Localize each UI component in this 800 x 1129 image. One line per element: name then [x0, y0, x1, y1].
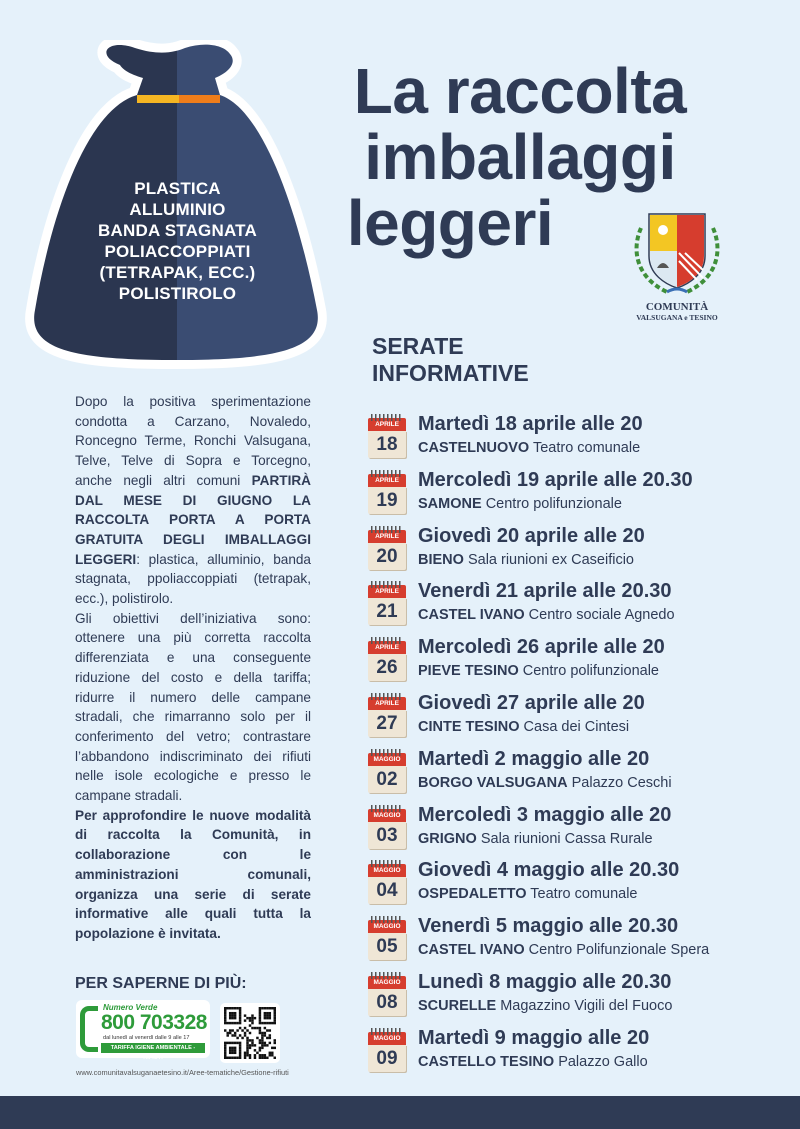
event-item — [368, 579, 788, 635]
event-place: PIEVE TESINO — [418, 663, 519, 680]
event-place: BORGO VALSUGANA — [418, 774, 568, 791]
event-place: OSPEDALETTO — [418, 886, 527, 903]
event-venue: Sala riunioni ex Caseificio — [467, 551, 634, 568]
more-info-title: PER SAPERNE DI PIÙ: — [75, 975, 247, 992]
event-location — [418, 719, 629, 735]
event-venue: Casa dei Cintesi — [523, 718, 630, 735]
calendar-month: APRILE — [368, 418, 406, 431]
logo-name: COMUNITÀ — [645, 301, 709, 313]
calendar-day: 27 — [368, 710, 406, 737]
event-title: Lunedì 8 maggio alle 20.30 — [418, 970, 672, 993]
event-item — [368, 1026, 788, 1082]
body-paragraph-2: Gli obiettivi dell’iniziativa sono: ottenere una più corretta raccolta differenziata e una conseguente riduzione del costo e della tariffa; ridurre il numero delle campane stradali, che rimarranno solo per il conferimento del vetro; contrastare l’abbandono indiscriminato dei rifiuti nelle isole ecologiche e presso le campane stradali. — [75, 610, 311, 804]
material-6: POLISTIROLO — [118, 284, 237, 303]
event-title: Martedì 2 maggio alle 20 — [418, 747, 650, 770]
calendar-day: 21 — [368, 598, 406, 625]
calendar-icon — [368, 860, 406, 904]
website-url[interactable]: www.comunitavalsuganaetesino.it/Aree-tematiche/Gestione-rifiuti — [76, 1068, 289, 1077]
calendar-day: 08 — [368, 989, 406, 1016]
event-venue: Teatro comunale — [532, 440, 641, 456]
material-4: POLIACCOPPIATI — [104, 242, 251, 261]
calendar-month: APRILE — [368, 585, 406, 598]
calendar-rings — [371, 860, 403, 867]
calendar-day: 18 — [368, 431, 406, 458]
event-venue: Centro Polifunzionale Spera — [528, 942, 710, 959]
body-paragraph-3: Per approfondire le nuove modalità di raccolta la Comunità, in collaborazione con le amministrazioni comunali, organizza una serie di serate informative alle quali tutta la popolazione è invitata. — [75, 807, 311, 941]
event-item — [368, 524, 788, 580]
event-title: Venerdì 21 aprile alle 20.30 — [418, 580, 672, 603]
event-title: Mercoledì 26 aprile alle 20 — [418, 636, 665, 659]
body-paragraph-1 — [75, 392, 311, 609]
title-line-2: imballaggi — [364, 121, 676, 193]
event-title: Venerdì 5 maggio alle 20.30 — [418, 915, 679, 938]
event-title: Martedì 18 aprile alle 20 — [418, 413, 643, 435]
numero-verde-band: TARIFFA IGIENE AMBIENTALE - RIFIUTI — [101, 1043, 205, 1053]
event-location — [418, 886, 637, 902]
calendar-day: 09 — [368, 1045, 406, 1072]
event-title: Mercoledì 19 aprile alle 20.30 — [418, 468, 693, 491]
calendar-rings — [371, 414, 403, 421]
calendar-month: MAGGIO — [368, 753, 406, 766]
title-line-1: La raccolta — [353, 55, 687, 127]
event-location — [418, 831, 653, 847]
calendar-icon — [368, 693, 406, 737]
material-1: PLASTICA — [134, 179, 221, 198]
footer-band — [0, 1096, 800, 1129]
calendar-month: APRILE — [368, 697, 406, 710]
event-venue: Sala riunioni Cassa Rurale — [480, 830, 653, 847]
section-title — [372, 333, 622, 387]
calendar-day: 05 — [368, 933, 406, 960]
calendar-rings — [371, 581, 403, 588]
event-item — [368, 747, 788, 803]
event-place: SAMONE — [418, 495, 482, 512]
calendar-icon — [368, 749, 406, 793]
calendar-month: MAGGIO — [368, 920, 406, 933]
event-item — [368, 858, 788, 914]
event-place: SCURELLE — [418, 997, 497, 1014]
calendar-rings — [371, 526, 403, 533]
calendar-month: MAGGIO — [368, 864, 406, 877]
calendar-day: 20 — [368, 543, 406, 570]
body-p1-bold: PARTIRÀ DAL MESE DI GIUGNO LA RACCOLTA PORTA A PORTA GRATUITA DEGLI IMBALLAGGI LEGGERI — [75, 472, 311, 567]
event-place: CASTELLO TESINO — [418, 1053, 555, 1070]
calendar-day: 03 — [368, 822, 406, 849]
numero-verde-box — [76, 1000, 210, 1061]
qr-code-icon[interactable] — [220, 1003, 280, 1063]
numero-verde-hours: dal lunedì al venerdì dalle 9 alle 17 — [103, 1035, 190, 1041]
calendar-month: APRILE — [368, 530, 406, 543]
event-title: Mercoledì 3 maggio alle 20 — [418, 803, 672, 826]
material-2: ALLUMINIO — [129, 200, 226, 219]
logo — [622, 206, 732, 326]
event-item — [368, 914, 788, 970]
material-3: BANDA STAGNATA — [98, 221, 257, 240]
body-text — [75, 392, 311, 944]
event-venue: Centro sociale Agnedo — [528, 607, 675, 624]
calendar-rings — [371, 470, 403, 477]
calendar-rings — [371, 805, 403, 812]
material-5: (TETRAPAK, ECC.) — [99, 263, 256, 282]
event-location — [418, 552, 634, 568]
event-venue: Palazzo Gallo — [558, 1053, 648, 1070]
event-place: CINTE TESINO — [418, 718, 520, 735]
calendar-icon — [368, 805, 406, 849]
event-location — [418, 607, 675, 623]
calendar-icon — [368, 1028, 406, 1072]
calendar-icon — [368, 916, 406, 960]
calendar-day: 19 — [368, 487, 406, 514]
event-item — [368, 635, 788, 691]
calendar-month: MAGGIO — [368, 976, 406, 989]
calendar-rings — [371, 749, 403, 756]
calendar-icon — [368, 581, 406, 625]
calendar-month: APRILE — [368, 641, 406, 654]
logo-subtitle: VALSUGANA e TESINO — [636, 313, 718, 322]
calendar-day: 04 — [368, 877, 406, 904]
calendar-day: 26 — [368, 654, 406, 681]
event-item — [368, 468, 788, 524]
event-title: Giovedì 4 maggio alle 20.30 — [418, 859, 680, 882]
section-title-line-1: SERATE — [372, 333, 464, 359]
calendar-month: MAGGIO — [368, 1032, 406, 1045]
calendar-month: MAGGIO — [368, 809, 406, 822]
event-place: CASTELNUOVO — [418, 440, 530, 456]
event-venue: Palazzo Ceschi — [571, 774, 672, 791]
event-item — [368, 412, 788, 468]
title-line-3: leggeri — [346, 187, 554, 259]
body-p1-intro: Dopo la positiva sperimentazione condotta a Carzano, Novaledo, Roncegno Terme, Ronchi Valsugana, Telve, Telve di Sopra e Torcegno, anche negli altri comuni — [75, 394, 311, 488]
phone-icon — [80, 1006, 98, 1052]
numero-verde-label: Numero Verde — [103, 1003, 158, 1012]
event-item — [368, 803, 788, 859]
section-title-line-2: INFORMATIVE — [372, 360, 529, 386]
event-title: Giovedì 27 aprile alle 20 — [418, 691, 645, 714]
calendar-rings — [371, 972, 403, 979]
numero-verde-number: 800 703328 — [101, 1011, 207, 1034]
coat-of-arms-icon — [627, 206, 727, 298]
bag-materials — [70, 178, 285, 304]
event-location — [418, 663, 659, 679]
event-item — [368, 970, 788, 1026]
event-venue: Centro polifunzionale — [522, 663, 659, 680]
calendar-icon — [368, 470, 406, 514]
calendar-rings — [371, 1028, 403, 1035]
body-p1-rest: : plastica, alluminio, banda stagnata, ppoliaccoppiati (tetrapak, ecc.), polistirolo. — [75, 551, 311, 607]
event-venue: Teatro comunale — [530, 886, 638, 903]
calendar-rings — [371, 637, 403, 644]
calendar-rings — [371, 693, 403, 700]
calendar-icon — [368, 637, 406, 681]
event-location — [418, 942, 709, 958]
calendar-icon — [368, 526, 406, 570]
event-venue: Magazzino Vigili del Fuoco — [500, 997, 673, 1014]
event-location — [418, 496, 622, 512]
event-place: GRIGNO — [418, 830, 477, 847]
calendar-icon — [368, 414, 406, 458]
calendar-icon — [368, 972, 406, 1016]
event-title: Martedì 9 maggio alle 20 — [418, 1026, 650, 1049]
event-item — [368, 691, 788, 747]
event-place: CASTEL IVANO — [418, 942, 525, 959]
event-venue: Centro polifunzionale — [485, 495, 622, 512]
event-location — [418, 440, 640, 456]
calendar-month: APRILE — [368, 474, 406, 487]
event-location — [418, 775, 672, 791]
event-place: BIENO — [418, 551, 464, 568]
event-title: Giovedì 20 aprile alle 20 — [418, 524, 645, 547]
event-location — [418, 1054, 648, 1070]
calendar-rings — [371, 916, 403, 923]
event-location — [418, 998, 672, 1014]
events-list — [368, 412, 788, 1082]
calendar-day: 02 — [368, 766, 406, 793]
event-place: CASTEL IVANO — [418, 607, 525, 624]
